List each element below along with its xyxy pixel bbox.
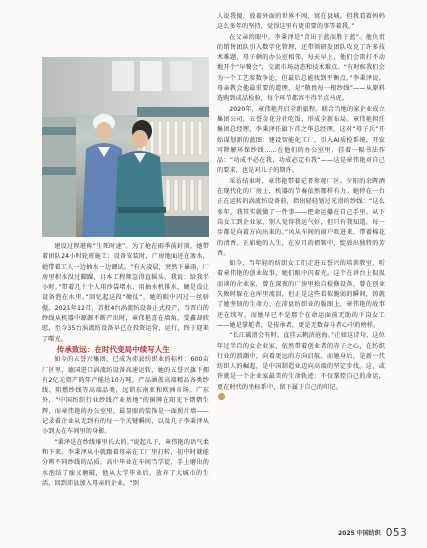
magazine-name: 2025 中国纺织	[338, 529, 381, 537]
paragraph: 在父亲的眼中，李秉泽是“青出于蓝而胜于蓝”。他负责的销售团队引入数字化管理，还带领研发团队攻克了许多技术难题，母子俩的办公室相邻，每天早上，他们会雷打不动地开个“早餐会”，交流市场动态和技术难点。“有时候我们会为一个工艺参数争论，但最后总能找到平衡点。”李秉泽说，母亲教会他最重要的道理，是“敬畏每一根纱线”——从原料选购到成品检验，每个环节都容不得半点马虎。	[217, 33, 385, 103]
paragraph: 如今，当年轻的纺织女工们走进五誉兴的培训教室，听着章伟艳的创业故事，她们眼中闪着光。这个在讲台上侃侃而谈的企业家，曾在深夜的厂房里独自检修设备，曾在创业失败时躲在仓库里流泪，但正是这些看似脆弱的瞬间，铸就了她坚韧的生命力。在沛县纺织业的版图上，章伟艳的故事还在续写，而她早已不是那个在命运面前无助的下岗女工——她是掌舵者，是传承者，更是无数奋斗者心中的榜样。	[217, 260, 385, 329]
paragraph: 采访结束时，章伟艳带着记者参观厂区。夕阳的余晖洒在现代化的厂房上，机器的节奏依然那样有力。她停在一台正在运转的涡流纺设备前，指出轻轻划过光滑的纱线：“这么多年，我其实就做了一件事——把命运攥在自己手里。从下岗女工到企业家，别人觉得我运气好，但只有我知道，每一步都是向着方向出来的。”风从车间的窗户吹进来，带着棉花的清香。正如她的人生，在岁月的褶皱中，绽放出独特的芳香。	[217, 177, 385, 257]
section-title: 传承致远：在时代变局中续写人生	[56, 344, 170, 354]
paragraph: “长江破浪会有时，直挂云帆济沧海。”正如这诗句，这位年过半百的女企业家，依然带着创业者的赤子之心，在纺织行业的浪潮中，向着更远的方向启航。而她身后，是新一代纺织人的崛起，是中国制造业迈向高端的坚定步伐。这，或许就是一个企业家最美的生命轨迹：不仅掌控自己的命运，更在时代的坐标系中，留下属于自己的印记。	[217, 332, 385, 391]
page-number: 053	[385, 527, 408, 539]
factory-scene-illustration	[42, 57, 209, 237]
right-article-column	[217, 12, 385, 403]
factory-workers-photo	[42, 57, 209, 237]
paragraph: 2020年，章伟艳开启全新旅程。联合当地的家企业成立集团公司，五誉金花分社吃饭，形成全新布局。章伟艳担任集团总经理，李秉泽任旗下首之华总经理，这对“母子兵”开始谋划新的蓝图：建设智能化工厂，引入AI质检系统，开发可降解环保纱线……在他们的办公室里，挂着一幅书法作品：“功成不必在我，功成必定有我”——这是章伟艳对自己的要求，也是对儿子的期许。	[217, 105, 385, 175]
end-mark-icon	[218, 393, 225, 400]
left-article-column	[42, 242, 209, 489]
paragraph: 如今的五誉兴集团，已成为沛县纺织业的标杆：600亩厂区里，德国进口涡流纺设备高速运转，她的五誉兴旗下拥有2亿元资产的年产能达10万吨，产品涵盖高端精品各类纱线、阻燃纱线等高端品类，远销东南亚和欧洲市场。广东外，“中国纺织行业纱线产业基地”的铜牌在阳光下熠熠生辉，而章伟艳的办公室里，最显眼的装饰是一面照片墙——记录着企业从无到有的每一个关键瞬间，以及几子李秉泽从小到大在车间里的身影。	[42, 356, 209, 436]
paragraph: 人说我傻，放着外面的世界不闯，窝在县城。但我看着妈妈这么多年的坚持，觉得这里有更重要的事等着我。”	[217, 13, 385, 31]
page-footer	[338, 527, 407, 539]
paragraph: “秉泽是在纱线堆里长大的。”说起儿子，章伟艳的语气柔和下来。李秉泽从小就跟着母亲在工厂里打转，初中时就能分辨不同纱线的品质。高中毕业在车间当学徒，手上磨出的水泡结了痂又磨破，他从大学毕业后，放弃了大城市的生活，回到沛县加入母亲的企业。“别	[42, 438, 209, 487]
paragraph: 建设过程堪称“生死时速”。为了抢在雨季前封顶，她带着团队24小时轮班施工；设备安装时，广房地面还在渗水，她带着工人一边抽水一边调试。“有天凌晨，突然下暴雨，厂房里积水没过脚踝，日本工程师急得直摇头。我说：给我半小时。”带着几十个人用沙袋堵水、用抽水机排水，硬是没让设备泡在水里。”回忆起这段“硬仗”，她的眼中闪过一丝骄傲。2021年12月，首批4台涡流纺设备正式投产，当晋白的纱线从机器中源源不断产出时，章伟艳喜在墙角，受鑫却欣慰，至今35台涡流纺设备早已在投资运营，运行，终于迎来了曙光。	[42, 243, 209, 343]
